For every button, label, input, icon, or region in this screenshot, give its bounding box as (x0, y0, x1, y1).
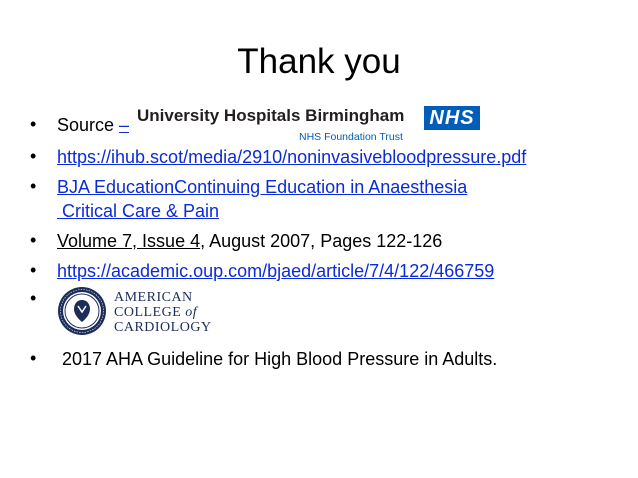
acc-line1: AMERICAN (114, 290, 193, 305)
volume-link[interactable]: Volume 7, Issue 4 (57, 231, 201, 251)
bullet-2: • (30, 146, 37, 166)
acc-logo (57, 286, 227, 338)
bullet-5: • (30, 260, 37, 280)
oup-link[interactable]: https://academic.oup.com/bjaed/article/7/4/122/466759 (57, 261, 495, 281)
source-line (57, 114, 129, 136)
uhb-logo-name: University Hospitals Birmingham (137, 106, 405, 125)
source-dash-link[interactable]: – (119, 115, 130, 135)
bullet-4: • (30, 230, 37, 250)
ihub-link[interactable]: https://ihub.scot/media/2910/noninvasivebloodpressure.pdf (57, 147, 527, 167)
volume-rest: , August 2007, Pages 122-126 (200, 231, 443, 251)
acc-line3: CARDIOLOGY (114, 320, 212, 335)
bullet-1: • (30, 114, 37, 134)
nhs-trust-text: NHS Foundation Trust (299, 131, 403, 143)
bullet-7: • (30, 348, 37, 368)
bja-link-line2[interactable]: Critical Care & Pain (57, 201, 220, 221)
bullet-6: • (30, 288, 37, 308)
guideline-text: 2017 AHA Guideline for High Blood Pressure in Adults. (57, 349, 498, 369)
acc-seal-icon (57, 286, 107, 336)
uhb-nhs-logo (137, 106, 482, 146)
bullet-3: • (30, 176, 37, 196)
acc-logo-text (114, 290, 212, 335)
acc-line2-a: COLLEGE (114, 305, 186, 320)
volume-line (57, 230, 442, 252)
acc-line2 (114, 305, 212, 320)
slide-title: Thank you (237, 42, 401, 81)
acc-line2-of: of (185, 305, 198, 320)
nhs-logo-badge: NHS (424, 106, 480, 130)
bja-link-line1[interactable]: BJA EducationContinuing Education in Anaesthesia (57, 177, 468, 197)
source-label: Source (57, 115, 120, 135)
